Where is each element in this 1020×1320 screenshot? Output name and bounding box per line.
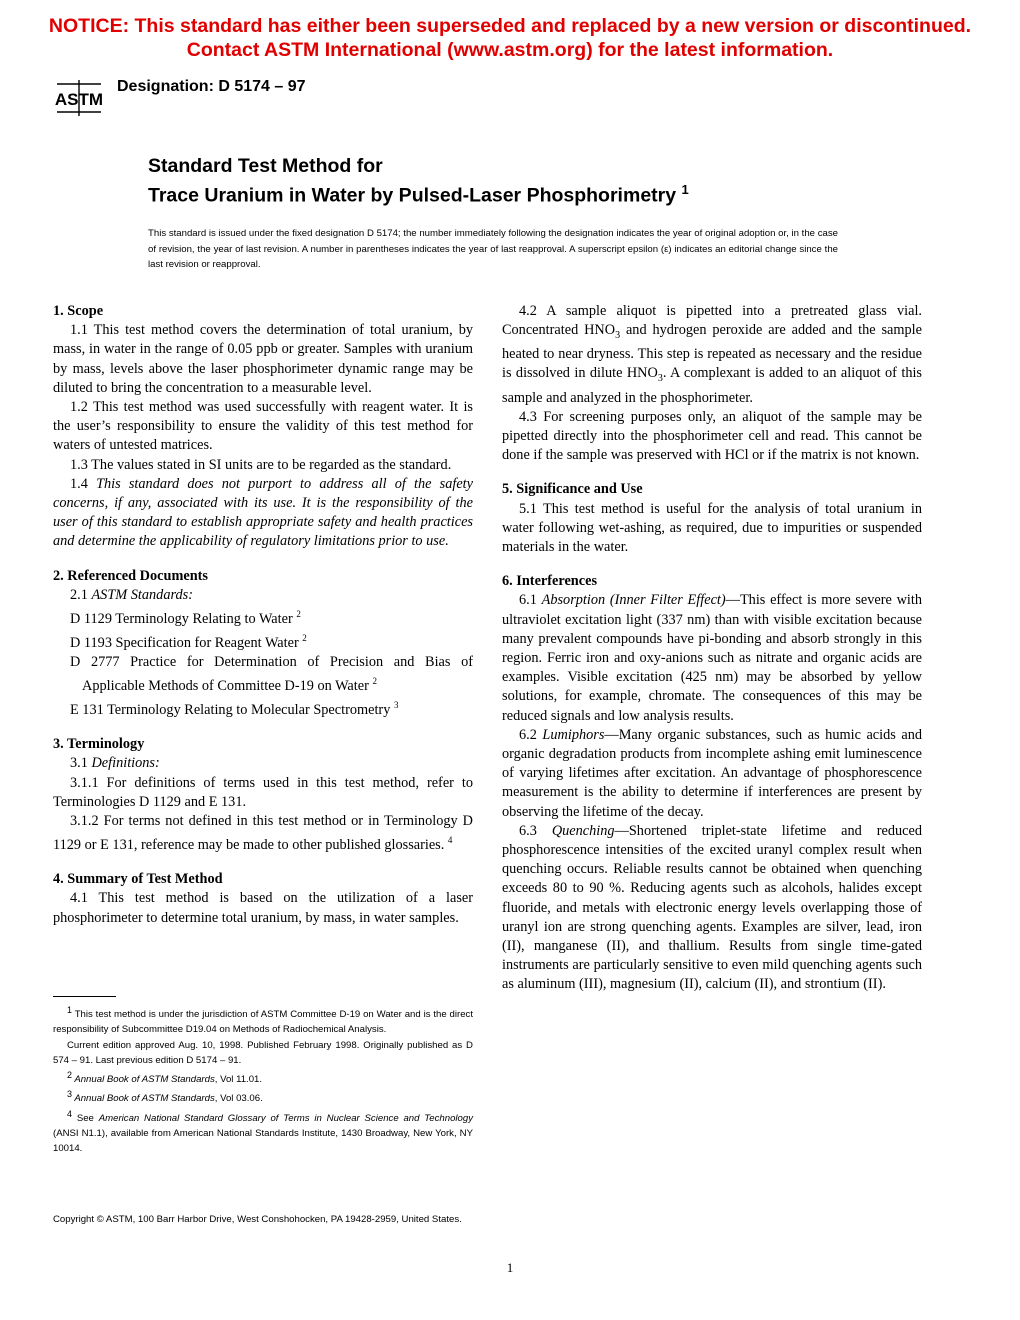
title-line-2: Trace Uranium in Water by Pulsed-Laser Phosphorimetry $^1$ bbox=[148, 182, 689, 207]
paragraph: 5.1 This test method is useful for the analysis of total uranium in water following wet-ashing, as required, due to impurities or suspended materials in the water. bbox=[502, 500, 922, 555]
left-column bbox=[53, 302, 473, 928]
reference-item: D 1129 Terminology Relating to Water $^2$ bbox=[70, 609, 301, 627]
astm-logo-text: ASTM bbox=[54, 90, 104, 109]
footnote-rule bbox=[53, 996, 116, 997]
astm-logo bbox=[54, 78, 104, 118]
section-heading: 4. Summary of Test Method bbox=[53, 871, 223, 888]
paragraph: 3.1.1 For definitions of terms used in this test method, refer to Terminologies D 1129 and E 131. bbox=[53, 774, 473, 810]
paragraph: 1.3 The values stated in SI units are to be regarded as the standard. bbox=[70, 456, 452, 473]
issued-note: This standard is issued under the fixed designation D 5174; the number immediately following the designation indicates the year of original adoption or, in the case of revision, the year of last revision. A number in parentheses indicates the year of last reapproval. A superscript epsilon (ε) indicates an editorial change since the last revision or reapproval. bbox=[148, 228, 838, 270]
reference-item: E 131 Terminology Relating to Molecular Spectrometry $^3$ bbox=[70, 700, 399, 718]
footnote: $^1$ This test method is under the jurisdiction of ASTM Committee D-19 on Water and is the direct responsibility of Subcommittee D19.04 on Methods of Radiochemical Analysis. bbox=[53, 1005, 473, 1036]
section-heading: 3. Terminology bbox=[53, 736, 145, 753]
paragraph: 4.2 A sample aliquot is pipetted into a pretreated glass vial. Concentrated $HNO_3$ and hydrogen peroxide are added and the sample heated to near dryness. This step is repeated as necessary and the residue is dissolved in dilute $HNO_3$. A complexant is added to an aliquot of this sample and analyzed in the phosphorimeter. bbox=[502, 303, 922, 406]
paragraph: 1.4 This standard does not purport to address all of the safety concerns, if any, associated with its use. It is the responsibility of the user of this standard to establish appropriate safety and health practices and determine the applicability of regulatory limitations prior to use. bbox=[53, 475, 473, 550]
paragraph: 6.2 Lumiphors—Many organic substances, such as humic acids and organic degradation products from incomplete ashing emit luminescence of varying lifetimes after excitation. An advantage of phosphorescence measurement is the ability to determine if interferences are present by observing the lifetime of the decay. bbox=[502, 726, 923, 820]
paragraph: 6.1 Absorption (Inner Filter Effect)—This effect is more severe with ultraviolet excitation light (337 nm) than with visible excitation because many prevalent compounds have pi-bonding and absorb strongly in this region. Ferric iron and oxy-anions such as nitrate and organic acids are examples. Visible excitation (425 nm) may be absorbed by yellow solutions, for example, chromate. The consequences of this may be reduced signals and low analysis results. bbox=[502, 592, 923, 724]
copyright: Copyright © ASTM, 100 Barr Harbor Drive, West Conshohocken, PA 19428-2959, United States. bbox=[53, 1214, 462, 1225]
section-heading: 1. Scope bbox=[53, 303, 104, 319]
document-title bbox=[148, 154, 689, 208]
footnote: Current edition approved Aug. 10, 1998. Published February 1998. Originally published as D 574 – 91. Last previous edition D 5174 – 91. bbox=[53, 1039, 473, 1066]
paragraph: 1.1 This test method covers the determination of total uranium, by mass, in water in the range of 0.05 ppb or greater. Samples with uranium by mass, levels above the laser phosphorimeter dynamic range may be diluted to bring the concentration to a measurable level. bbox=[53, 322, 473, 396]
section-heading: 2. Referenced Documents bbox=[53, 567, 208, 584]
title-line-1: Standard Test Method for bbox=[148, 155, 383, 177]
right-column bbox=[502, 302, 922, 995]
title-footnote-ref: 1 bbox=[681, 182, 689, 197]
notice-line-1: NOTICE: This standard has either been superseded and replaced by a new version or discontinued. bbox=[48, 15, 972, 37]
paragraph: 1.2 This test method was used successfully with reagent water. It is the user’s responsibility to ensure the validity of this test method for waters of untested matrices. bbox=[53, 399, 473, 454]
paragraph: 2.1 ASTM Standards: bbox=[70, 586, 193, 603]
designation: Designation: D 5174 – 97 bbox=[117, 78, 306, 95]
footnotes bbox=[53, 1003, 473, 1157]
reference-item: D 1193 Specification for Reagent Water $^2$ bbox=[70, 633, 307, 651]
section-heading: 5. Significance and Use bbox=[502, 481, 643, 498]
footnote: $^3$ Annual Book of ASTM Standards, Vol 03.06. bbox=[67, 1089, 263, 1105]
footnote: $^4$ See American National Standard Glossary of Terms in Nuclear Science and Technology (ANSI N1.1), available from American National Standards Institute, 1430 Broadway, New York, NY 10014. bbox=[53, 1108, 474, 1155]
paragraph: 4.3 For screening purposes only, an aliquot of the sample may be pipetted directly into the phosphorimeter cell and read. This cannot be done if the sample was preserved with HCl or if the matrix is not known. bbox=[502, 408, 922, 464]
paragraph: 4.1 This test method is based on the utilization of a laser phosphorimeter to determine total uranium, by mass, in water samples. bbox=[53, 890, 473, 926]
paragraph: 3.1.2 For terms not defined in this test method or in Terminology D 1129 or E 131, reference may be made to other published glossaries. $^4$ bbox=[53, 812, 473, 853]
paragraph: 6.3 Quenching—Shortened triplet-state lifetime and reduced phosphorescence intensities of the excited uranyl complex result when quenching occurs. Reliable results cannot be obtained when quenching exceeds 80 to 90 %. Reducing agents such as alcohols, halides except fluoride, and metals with electronic energy levels overlapping those of uranyl ion are strong quenching agents. Examples are silver, lead, iron (II), manganese (II), and thallium. Results from single time-gated instruments are particularly sensitive to even mild quenching agents such as aluminum (III), magnesium (II), calcium (II), and strontium (II). bbox=[502, 822, 922, 993]
notice-line-2: Contact ASTM International (www.astm.org) for the latest information. bbox=[186, 39, 834, 61]
footnote: $^2$ Annual Book of ASTM Standards, Vol 11.01. bbox=[67, 1070, 263, 1086]
notice-banner bbox=[0, 14, 1020, 62]
reference-item: D 2777 Practice for Determination of Precision and Bias of Applicable Methods of Committee D-19 on Water $^2$ bbox=[70, 653, 473, 694]
section-heading: 6. Interferences bbox=[502, 573, 598, 590]
paragraph: 3.1 Definitions: bbox=[70, 755, 160, 772]
page-number: 1 bbox=[506, 1260, 514, 1275]
